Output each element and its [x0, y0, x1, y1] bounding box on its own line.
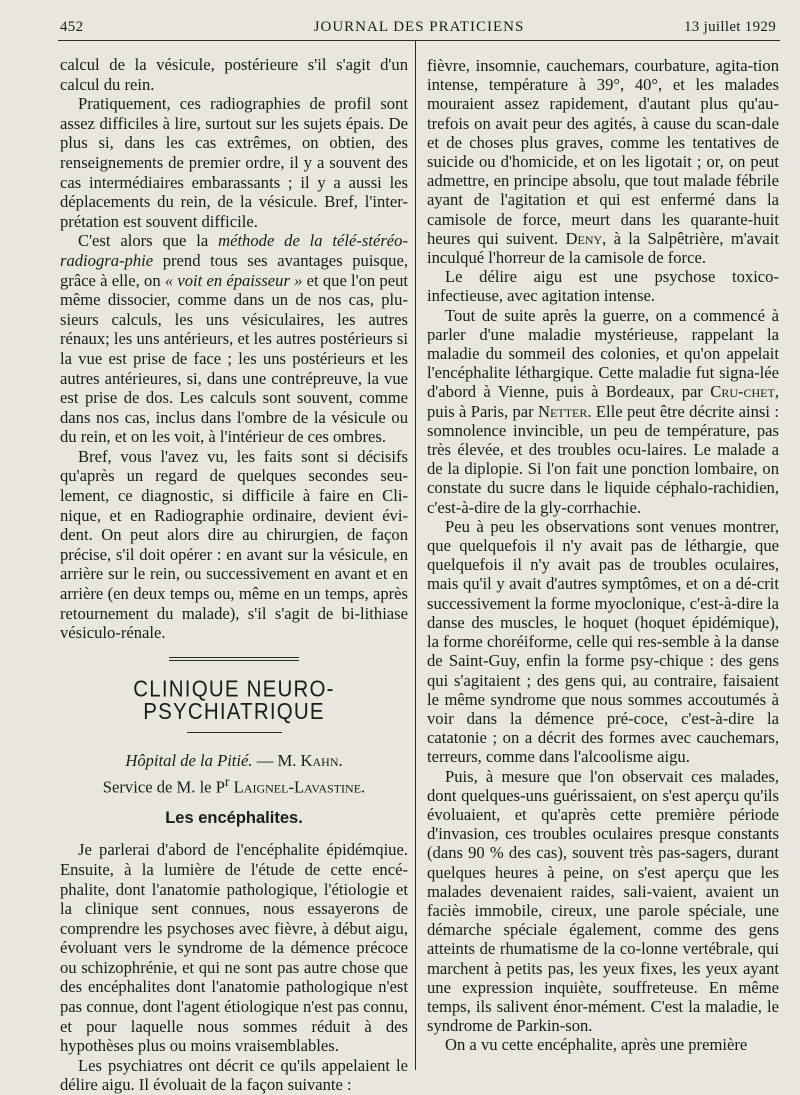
- journal-title: JOURNAL DES PRATICIENS: [313, 19, 525, 35]
- emphasis-method: méthode de la télé-stéréo-radiogra-phie: [60, 231, 408, 270]
- paragraph: fièvre, insomnie, cauchemars, courbature, agita-tion intense, température à 39°, 40°, et les malades mouraient assez rapidement, d'autant plus qu'au-trefois on avait peur des agités, à cause du scan-dale et de choses plus graves, comme les tentatives de suicide ou d'homicide, et on les ligotait ; or, on peut admettre, en principe absolu, que tout malade fébrile ayant de l'agitation et qui est enfermé dans la camisole de force, meurt dans les quarante-huit heures qui suivent. Deny, à la Salpêtrière, m'avait inculqué l'horreur de la camisole de force.: [427, 56, 779, 268]
- title-rule: [187, 732, 282, 733]
- paragraph: Je parlerai d'abord de l'encéphalite épidémqiue. Ensuite, à la lumière de l'étude de cette encé-phalite, dont l'anatomie pathologique, l'étiologie et la clinique sent connues, nous essayerons de comprendre les psychoses avec fièvre, à début aigu, évoluant vers le syndrome de la démence précoce ou schizophrénie, et qui ne sont pas autre chose que des encéphalites dont l'anatomie pathologique n'est pas connue, dont l'agent étiologique n'est pas connu, et pour laquelle nous sommes réduit à des hypothèses plus ou moins vraisemblables.: [60, 840, 408, 1056]
- paragraph: Pratiquement, ces radiographies de profil sont assez difficiles à lire, surtout sur les sujets épais. De plus si, dans les cas extrêmes, on obtien, des renseignements de premier ordre, il y a souvent des cas intermédiaires embarassants ; il y a aussi les déplacements du rein, de la vésicule. Bref, l'inter-prétation est souvent difficile.: [60, 94, 408, 231]
- person-name: Netter: [538, 401, 588, 421]
- paragraph: calcul de la vésicule, postérieure s'il s'agit d'un calcul du rein.: [60, 55, 408, 94]
- right-column: [427, 56, 779, 1055]
- paragraph: Bref, vous l'avez vu, les faits sont si décisifs qu'après un regard de quelques secondes seu-lement, ce diagnostic, si difficile à faire en Cli-nique, et en Radiographie ordinaire, devient évi-dent. On peut alors dire au chirurgien, de façon précise, s'il doit opérer : en avant sur la vésicule, en arrière sur le rein, ou successivement en avant et en arrière (en deux temps ou, même en un temps, après retournement du malade), s'il s'agit de bi-lithiase vésiculo-rénale.: [60, 446, 408, 643]
- column-divider: [415, 40, 416, 1070]
- hospital-name: Hôpital de la Pitié.: [125, 751, 253, 770]
- author-name: Kahn.: [300, 751, 343, 770]
- double-rule-divider: [169, 657, 299, 661]
- paragraph: On a vu cette encéphalite, après une première: [445, 1035, 748, 1055]
- paragraph: Peu à peu les observations sont venues montrer, que quelquefois il n'y avait pas de léthargie, que quelquefois il n'y avait pas de troubles oculaires, mais qu'il y avait d'autres symptômes, et on a dé-crit successivement la forme myoclonique, c'est-à-dire la danse des muscles, le hoquet (hoquet épidémique), la forme choréiforme, celle qui res-semble à la danse de Saint-Guy, enfin la forme psy-chique : des gens qui s'agitaient ; des gens qui, au contraire, faisaient le même syndrome que nous sommes accoutumés à voir dans la démence pré-coce, c'est-à-dire la catatonie ; on a décrit des formes avec cauchemars, terreurs, comme dans l'alcoolisme aigu.: [427, 516, 779, 767]
- service-chief: Laignel-Lavastine.: [229, 777, 366, 797]
- hospital-line: Hôpital de la Pitié. — M. Kahn.: [125, 751, 343, 770]
- service-line: Service de M. le $P^r$ Laignel-Lavastine.: [102, 773, 366, 797]
- running-header: [58, 14, 780, 41]
- person-name: Cru-chet: [710, 382, 775, 402]
- section-title: CLINIQUE NEURO-PSYCHIATRIQUE: [133, 676, 335, 724]
- article-subtitle: Les encéphalites.: [165, 808, 303, 827]
- paragraph: Le délire aigu est une psychose toxico-infectieuse, avec agitation intense.: [427, 267, 779, 306]
- emphasis-quote: « voit en épaisseur »: [164, 270, 303, 290]
- paragraph: C'est alors que la méthode de la télé-stéréo-radiogra-phie prend tous ses avantages puisque, grâce à elle, on « voit en épaisseur » et que l'on peut même dissocier, comme dans un de nos cas, plu-sieurs calculs, les uns vésiculaires, les autres rénaux; les uns antérieurs, et les autres postérieurs si la vue est prise de face ; les uns postérieurs et les autres antérieures, si, dans une contrépreuve, la vue est prise de dos. Les calculs sont souvent, comme dans nos cas, inclus dans l'ombre de la vésicule ou du rein, et on les voit, à l'intérieur de ces ombres.: [60, 231, 409, 447]
- issue-date: 13 juillet 1929: [684, 19, 776, 35]
- page-number: 452: [60, 19, 84, 35]
- left-column: [60, 55, 408, 1095]
- paragraph: Les psychiatres ont décrit ce qu'ils appelaient le délire aigu. Il évoluait de la façon suivante :: [60, 1055, 408, 1095]
- person-name: Deny: [565, 228, 603, 248]
- paragraph: Puis, à mesure que l'on observait ces malades, dont quelques-uns guérissaient, on s'est aperçu qu'ils évoluaient, et qu'après cette première période d'invasion, ces troubles oculaires presque constants (dans 90 % des cas), souvent très pas-sagers, durant quelques heures à peine, on s'est aperçu que les malades devenaient raides, sali-vaient, avaient un faciès immobile, cireux, une parole spéciale, une démarche spéciale également, comme des gens atteints de rhumatisme de la co-lonne vertébrale, qui marchent à petits pas, les yeux fixes, les yeux ayant une expression inquiète, souffreteuse. En même temps, ils salivent énor-mément. C'est la maladie, le syndrome de Parkin-son.: [427, 766, 779, 1036]
- paragraph: Tout de suite après la guerre, on a commencé à parler d'une maladie mystérieuse, rappelant la maladie du sommeil des colonies, et qu'on appelait l'encéphalite léthargique. Cette maladie fut signa-lée d'abord à Vienne, puis à Bordeaux, par Cru-chet, puis à Paris, par Netter. Elle peut être décrite ainsi : somnolence invincible, un peu de température, pas très élevée, et des troubles ocu-laires. Le malade a de la diplopie. Si l'on fait une ponction lombaire, on constate du sucre dans le liquide céphalo-rachidien, c'est-à-dire de la gly-corrhachie.: [427, 305, 779, 517]
